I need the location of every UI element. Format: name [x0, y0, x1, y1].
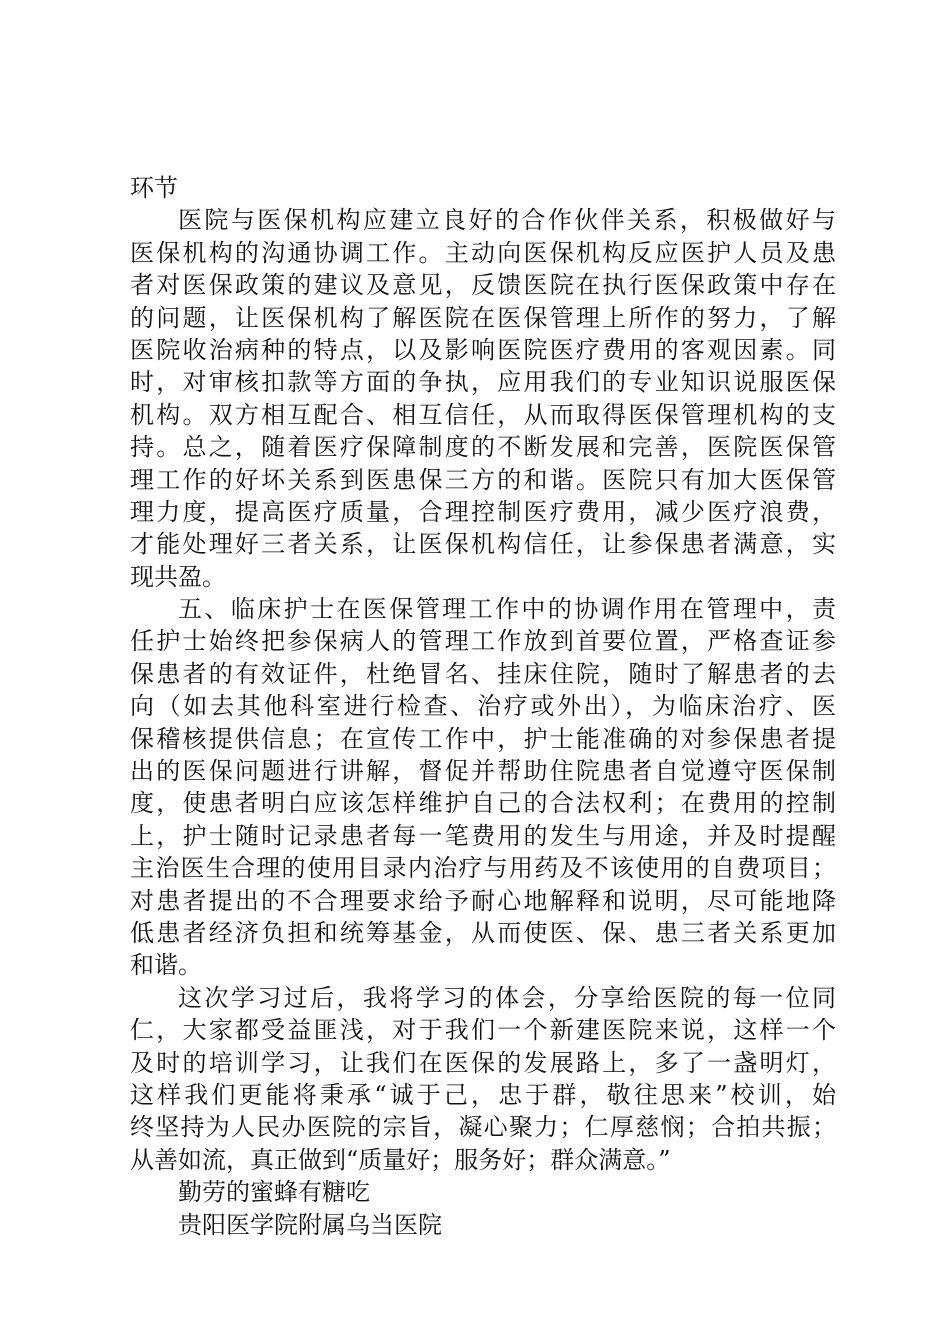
paragraph-2-line: 对患者提出的不合理要求给予耐心地解释和说明，尽可能地降 — [130, 886, 836, 915]
paragraph-3-line: 这次学习过后，我将学习的体会，分享给医院的每一位同 — [178, 983, 836, 1012]
paragraph-1-line: 者对医保政策的建议及意见，反馈医院在执行医保政策中存在 — [130, 271, 836, 300]
heading-fragment: 环节 — [130, 174, 178, 202]
paragraph-2-line: 出的医保问题进行讲解，督促并帮助住院患者自觉遵守医保制 — [130, 757, 836, 786]
paragraph-1-line: 理工作的好坏关系到医患保三方的和谐。医院只有加大医保管 — [130, 465, 836, 494]
paragraph-2-line: 低患者经济负担和统筹基金，从而使医、保、患三者关系更加 — [130, 918, 836, 947]
paragraph-1 — [130, 204, 836, 593]
signature-organization: 贵阳医学院附属乌当医院 — [178, 1210, 442, 1239]
paragraph-1-line: 医院与医保机构应建立良好的合作伙伴关系，积极做好与 — [178, 206, 836, 235]
paragraph-1-line: 才能处理好三者关系，让医保机构信任，让参保患者满意，实 — [130, 530, 836, 559]
paragraph-2-line: 五、临床护士在医保管理工作中的协调作用在管理中，责 — [178, 595, 836, 624]
paragraph-2-line: 上，护士随时记录患者每一笔费用的发生与用途，并及时提醒 — [130, 821, 836, 850]
paragraph-2-line: 主治医生合理的使用目录内治疗与用药及不该使用的自费项目； — [130, 854, 836, 883]
paragraph-1-line: 时，对审核扣款等方面的争执，应用我们的专业知识说服医保 — [130, 368, 836, 397]
paragraph-1-line: 的问题，让医保机构了解医院在医保管理上所作的努力，了解 — [130, 303, 836, 332]
paragraph-1-line: 持。总之，随着医疗保障制度的不断发展和完善，医院医保管 — [130, 433, 836, 462]
paragraph-3-line: 从善如流，真正做到“质量好；服务好；群众满意。” — [130, 1145, 671, 1174]
paragraph-2-line: 和谐。 — [130, 951, 202, 980]
paragraph-1-line: 机构。双方相互配合、相互信任，从而取得医保管理机构的支 — [130, 400, 836, 429]
paragraph-2-line: 度，使患者明白应该怎样维护自己的合法权利；在费用的控制 — [130, 789, 836, 818]
paragraph-1-line: 理力度，提高医疗质量，合理控制医疗费用，减少医疗浪费， — [130, 497, 836, 526]
paragraph-2-line: 保患者的有效证件，杜绝冒名、挂床住院，随时了解患者的去 — [130, 659, 836, 688]
paragraph-3-line: 仁，大家都受益匪浅，对于我们一个新建医院来说，这样一个 — [130, 1016, 836, 1045]
paragraph-3-line: 终坚持为人民办医院的宗旨，凝心聚力；仁厚慈悯；合拍共振； — [130, 1113, 836, 1142]
paragraph-1-line: 医保机构的沟通协调工作。主动向医保机构反应医护人员及患 — [130, 238, 836, 267]
paragraph-3-line: 这样我们更能将秉承“诚于己，忠于群，敬往思来”校训，始 — [130, 1080, 836, 1109]
paragraph-2-line: 向（如去其他科室进行检查、治疗或外出），为临床治疗、医 — [130, 692, 836, 721]
closing-line: 勤劳的蜜蜂有糖吃 — [178, 1178, 370, 1207]
paragraph-2-line: 保稽核提供信息；在宣传工作中，护士能准确的对参保患者提 — [130, 724, 836, 753]
paragraph-1-line: 医院收治病种的特点，以及影响医院医疗费用的客观因素。同 — [130, 335, 836, 364]
document-page — [130, 172, 836, 1241]
paragraph-2-line: 任护士始终把参保病人的管理工作放到首要位置，严格查证参 — [130, 627, 836, 656]
paragraph-3 — [130, 982, 836, 1176]
paragraph-3-line: 及时的培训学习，让我们在医保的发展路上，多了一盏明灯， — [130, 1048, 836, 1077]
paragraph-2 — [130, 593, 836, 982]
paragraph-1-line: 现共盈。 — [130, 562, 226, 591]
